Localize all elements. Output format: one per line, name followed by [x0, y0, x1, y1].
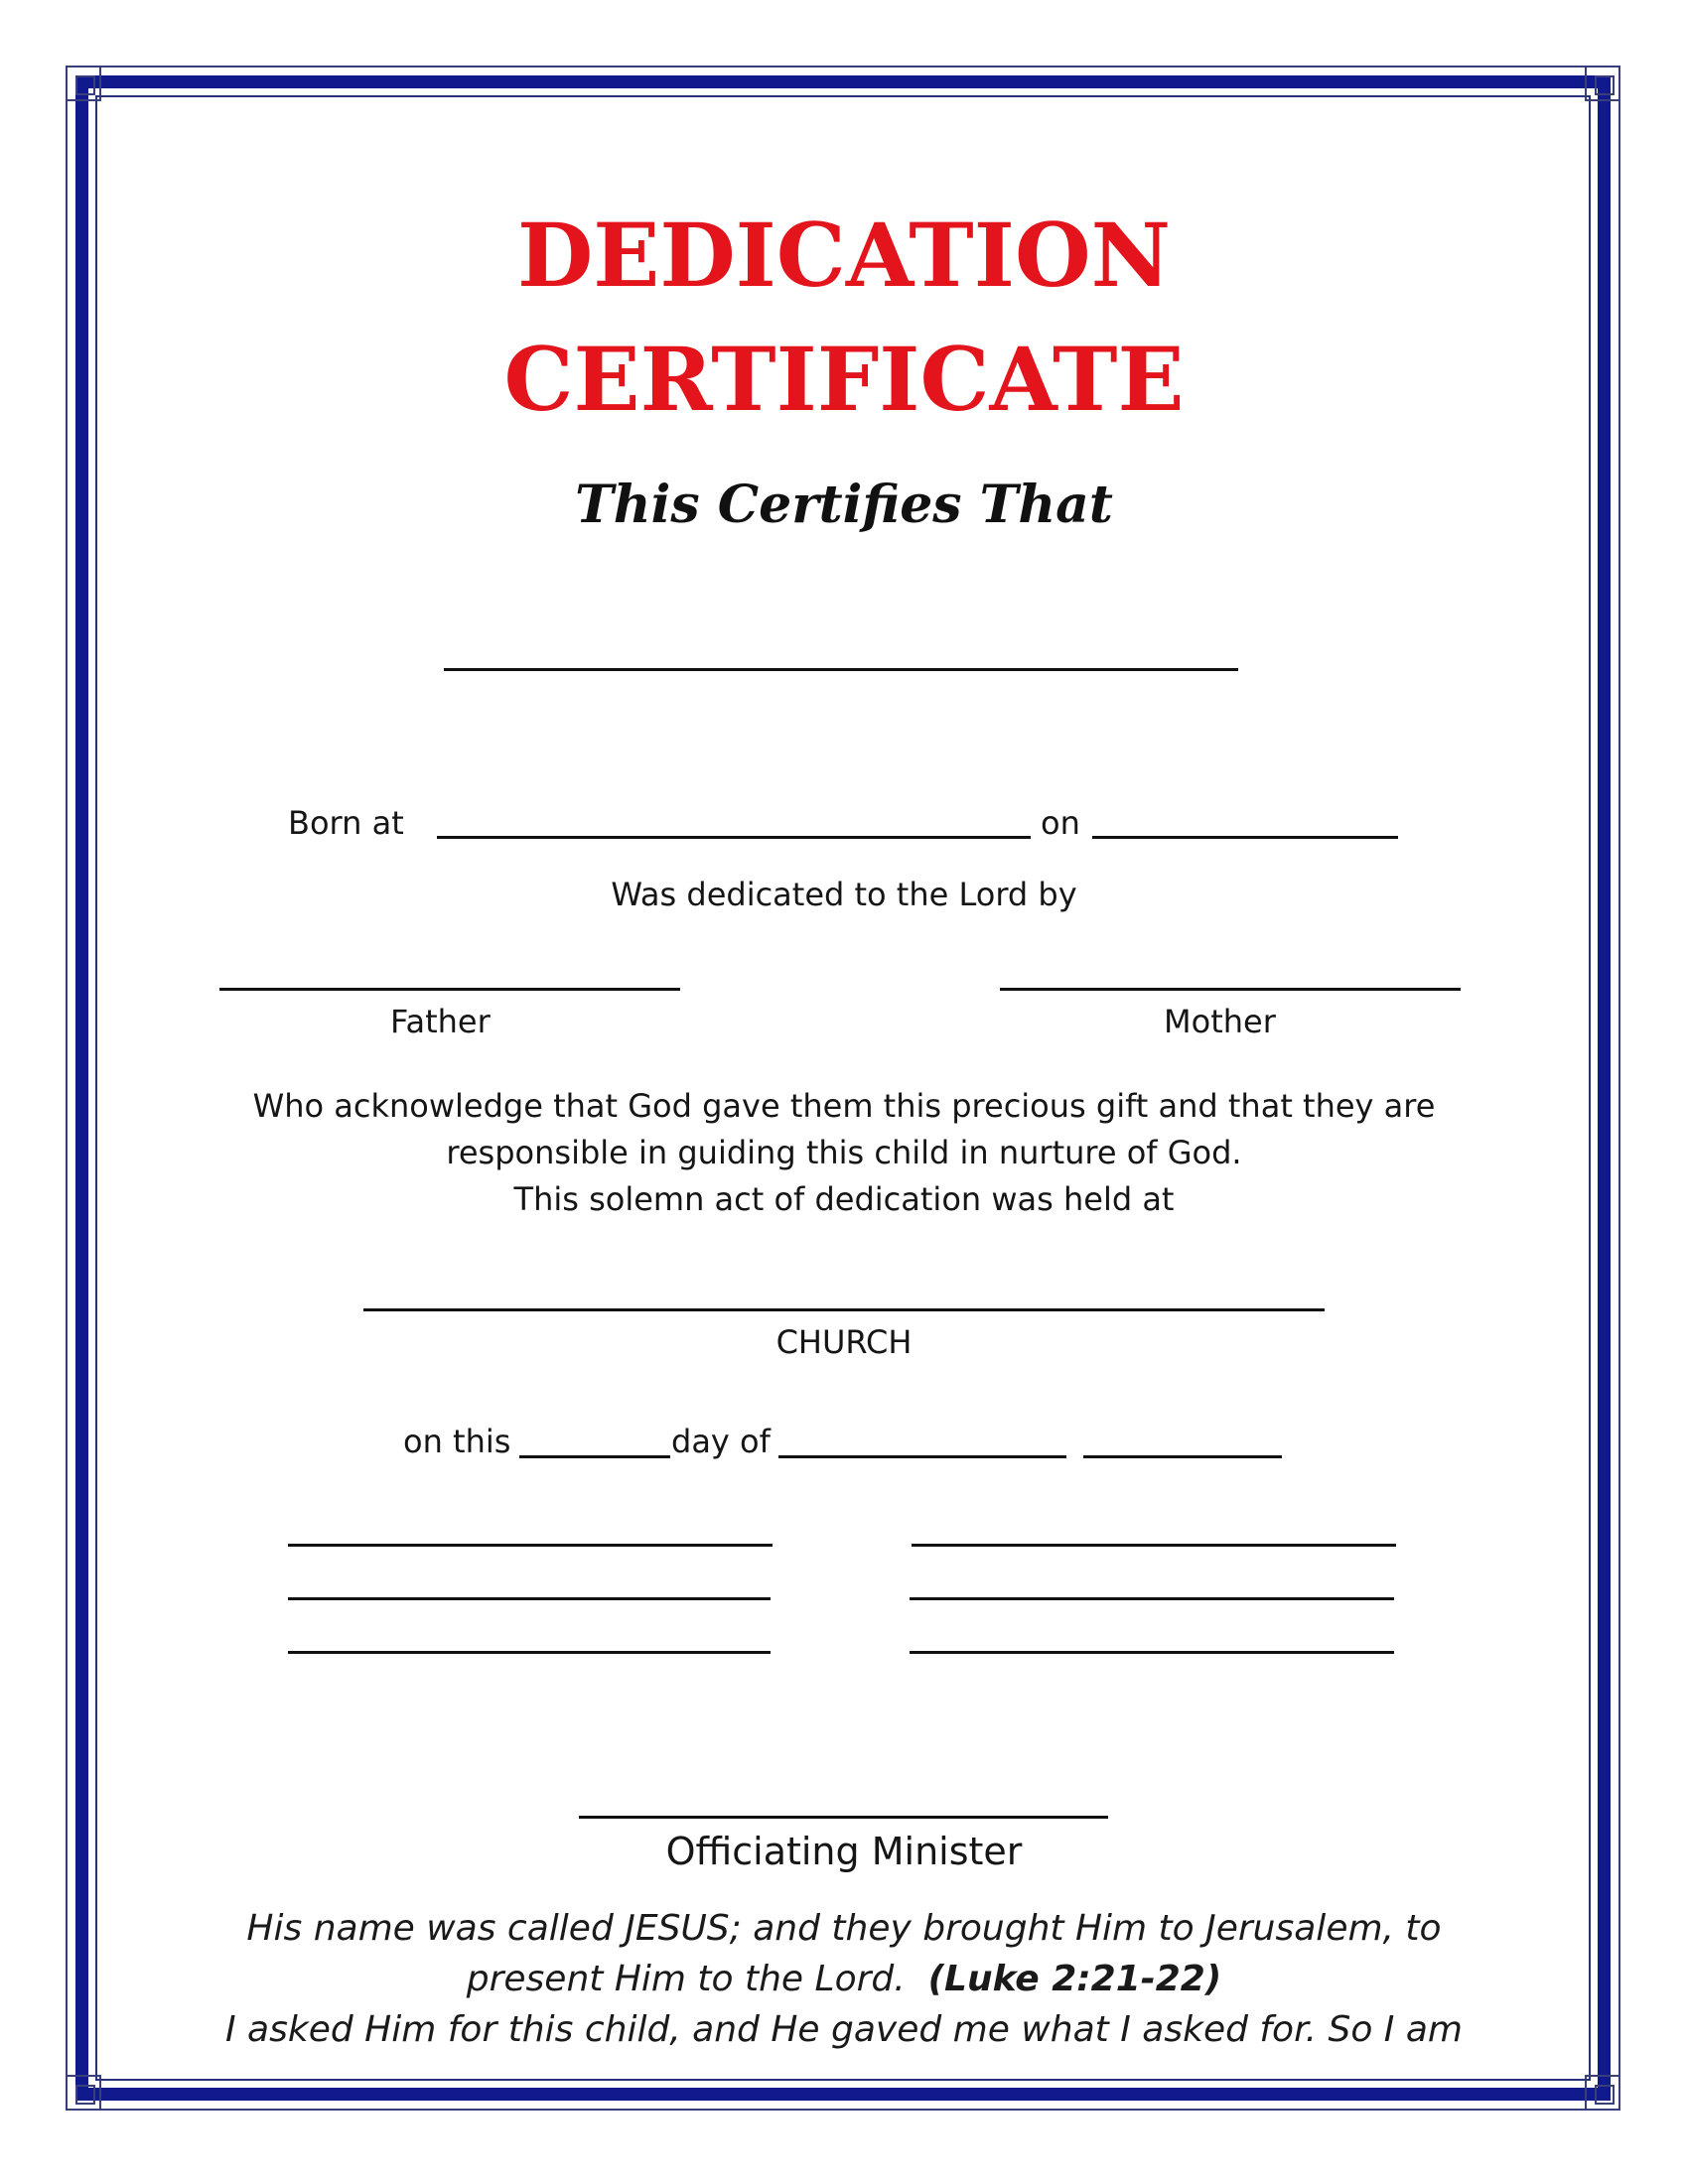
subtitle: This Certifies That	[575, 475, 1113, 535]
church-label: CHURCH	[775, 1323, 913, 1361]
title-line-2: CERTIFICATE	[503, 328, 1185, 431]
witness-line-left-2[interactable]	[288, 1597, 771, 1600]
verse-line-2-text: present Him to the Lord.	[466, 1959, 906, 1999]
corner-ornament-bottom-left	[66, 2075, 101, 2111]
on-this-label: on this	[403, 1423, 511, 1460]
church-name-line[interactable]	[363, 1308, 1325, 1311]
verse-line-3: I asked Him for this child, and He gaved me what I asked for. So I am	[225, 2009, 1463, 2050]
father-signature-line[interactable]	[219, 988, 680, 991]
mother-label: Mother	[1164, 1003, 1276, 1040]
witness-line-right-1[interactable]	[912, 1544, 1396, 1547]
year-line[interactable]	[1083, 1455, 1282, 1458]
born-at-label: Born at	[288, 804, 404, 842]
minister-signature-line[interactable]	[579, 1816, 1108, 1819]
birth-date-line[interactable]	[1092, 836, 1398, 839]
on-label: on	[1041, 804, 1080, 842]
day-line[interactable]	[519, 1455, 670, 1458]
day-of-label: day of	[671, 1423, 771, 1460]
verse-line-1: His name was called JESUS; and they brought Him to Jerusalem, to	[246, 1908, 1442, 1949]
verse-reference: (Luke 2:21-22)	[927, 1959, 1222, 1999]
witness-line-left-3[interactable]	[288, 1651, 771, 1654]
dedicated-text: Was dedicated to the Lord by	[611, 876, 1077, 913]
corner-ornament-top-left	[66, 66, 101, 101]
verse-line-2	[0, 1954, 1688, 2004]
corner-ornament-bottom-right	[1585, 2075, 1620, 2111]
acknowledge-line-3: This solemn act of dedication was held at	[513, 1180, 1175, 1218]
witness-line-left-1[interactable]	[288, 1544, 773, 1547]
child-name-line[interactable]	[444, 668, 1238, 671]
corner-ornament-top-right	[1585, 66, 1620, 101]
minister-label: Officiating Minister	[665, 1830, 1023, 1873]
birthplace-line[interactable]	[437, 836, 1031, 839]
acknowledge-line-1: Who acknowledge that God gave them this precious gift and that they are	[252, 1087, 1436, 1125]
acknowledge-line-2: responsible in guiding this child in nurture of God.	[446, 1134, 1242, 1171]
witness-line-right-3[interactable]	[910, 1651, 1394, 1654]
month-line[interactable]	[778, 1455, 1066, 1458]
witness-line-right-2[interactable]	[910, 1597, 1394, 1600]
father-label: Father	[390, 1003, 491, 1040]
title-line-1: DEDICATION	[516, 204, 1172, 307]
mother-signature-line[interactable]	[1000, 988, 1461, 991]
